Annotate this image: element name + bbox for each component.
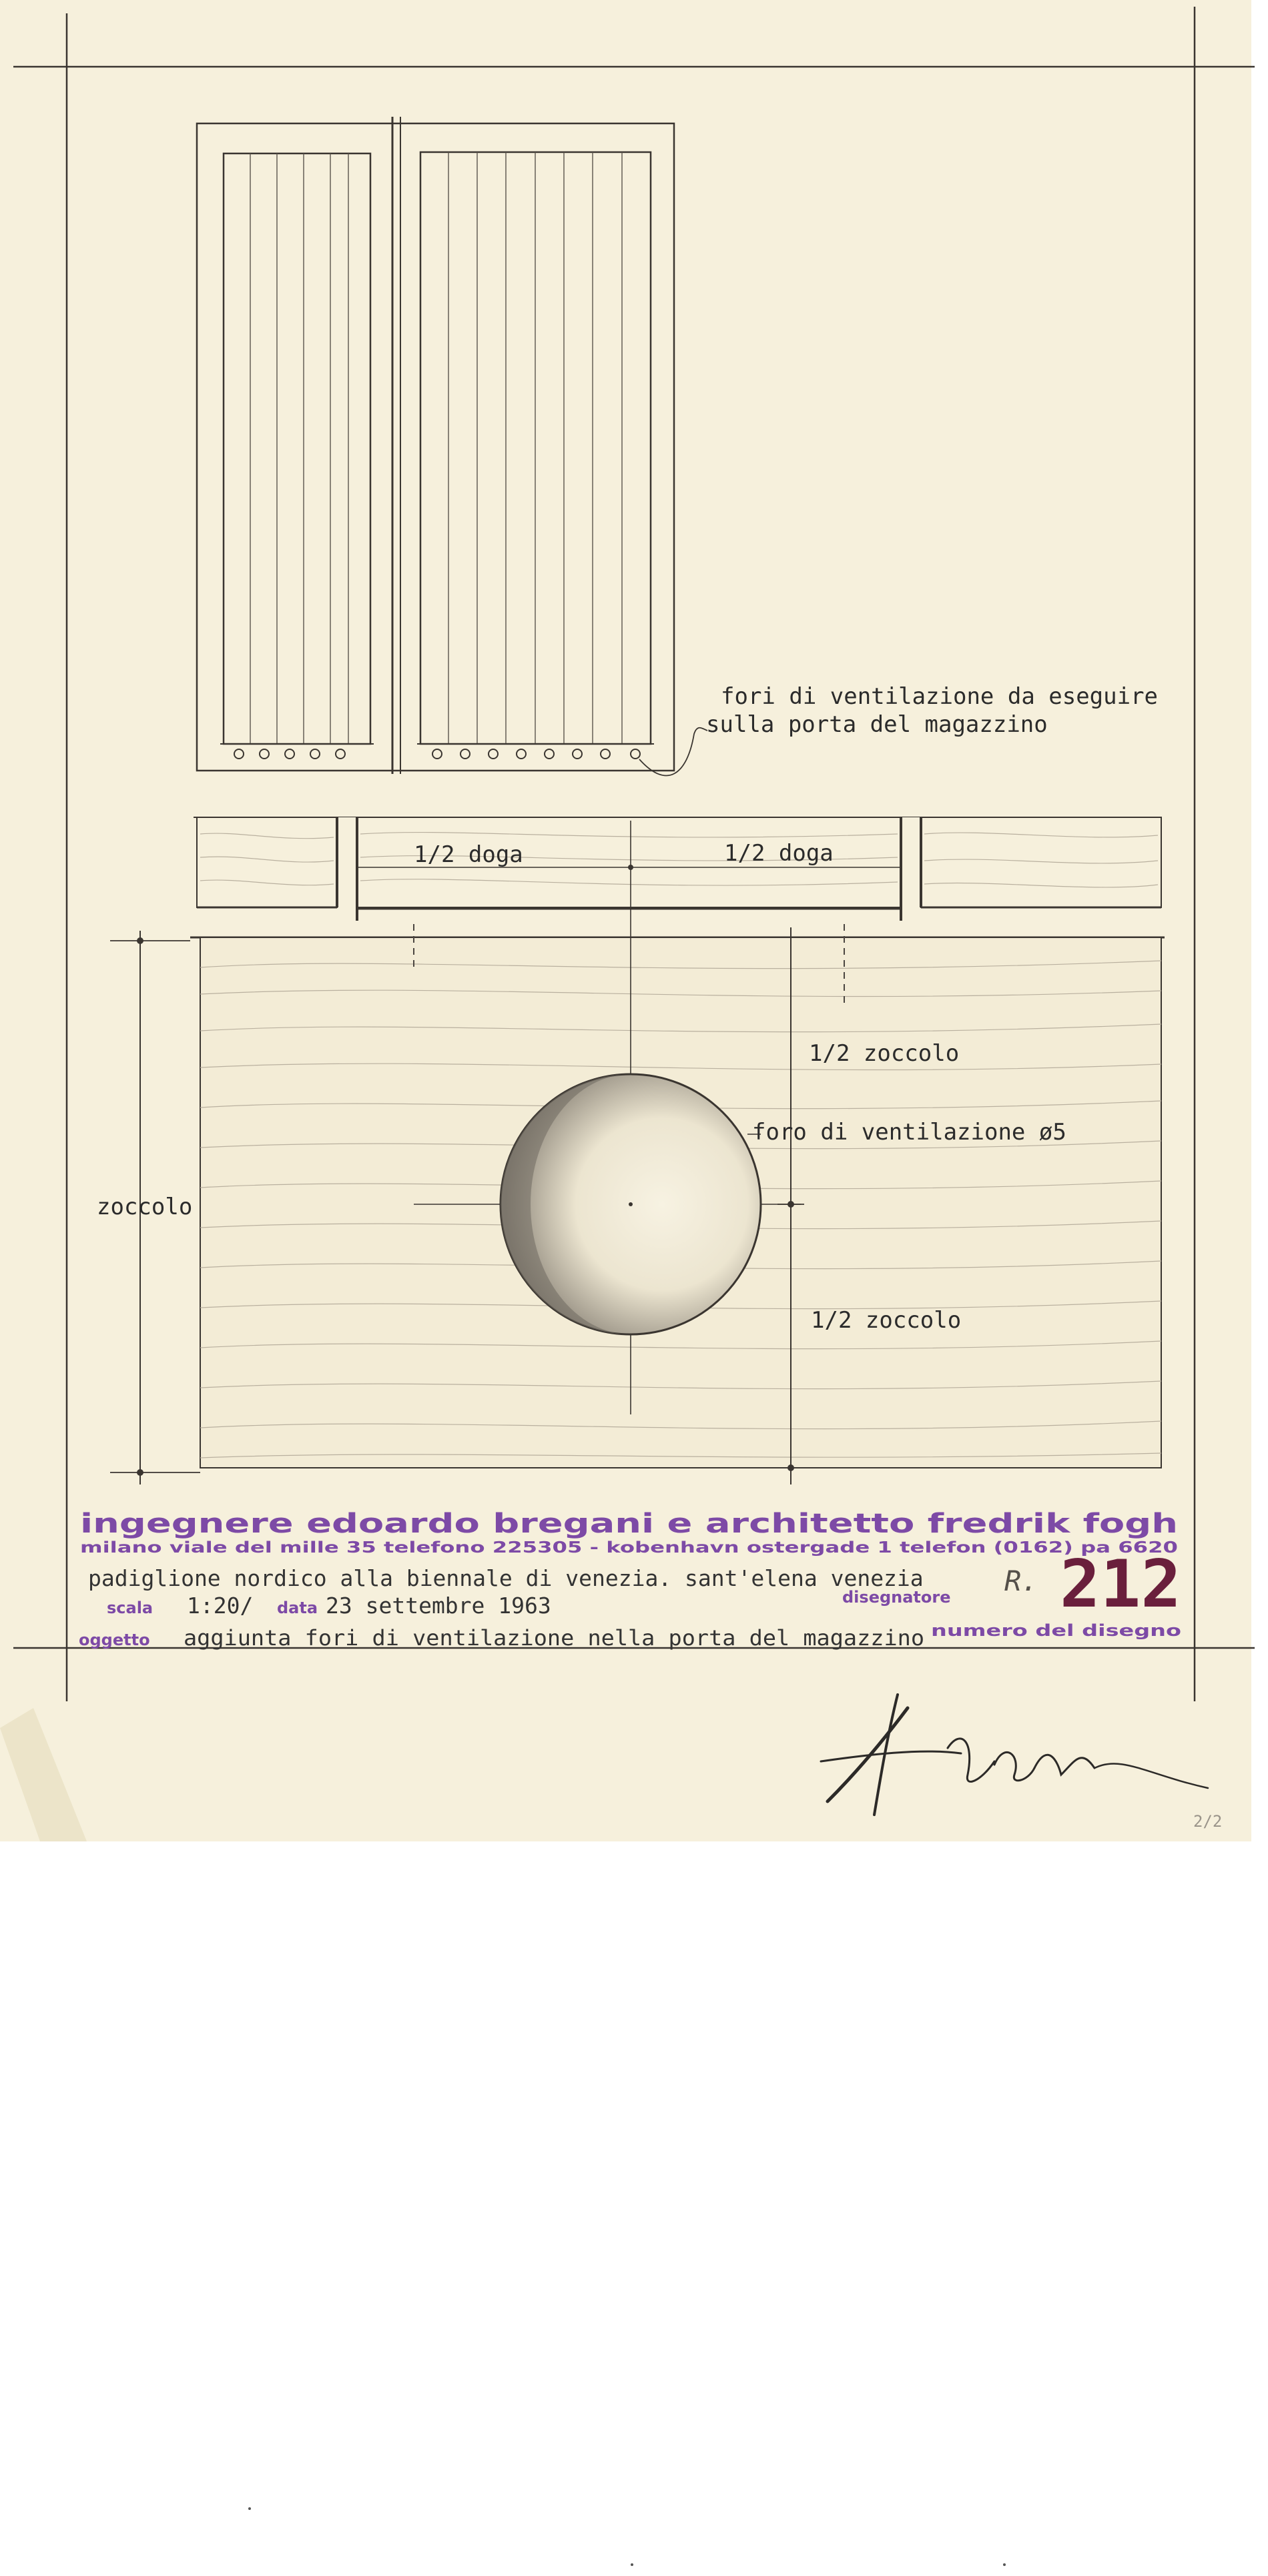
subject-value: aggiunta fori di ventilazione nella porta del magazzino [184,1625,924,1651]
scale-value: 1:20/ [187,1593,254,1619]
half-board-right-label: 1/2 doga [724,840,834,867]
drawing-number: 212 [1060,1547,1181,1623]
scale-label: scala [107,1599,153,1617]
corner-mark: 2/2 [1193,1812,1223,1831]
firm-address: milano viale del mille 35 telefono 225305 - kobenhavn ostergade 1 telefon (0162) pa 6620 [80,1539,1178,1557]
title-block [79,1509,1181,1651]
date-value: 23 settembre 1963 [326,1593,551,1619]
half-plinth-top-label: 1/2 zoccolo [809,1040,960,1067]
plinth-elevation [190,914,1165,1468]
half-plinth-bottom-label: 1/2 zoccolo [811,1307,962,1334]
draftsman-label: disegnatore [842,1588,951,1607]
subject-label: oggetto [79,1631,150,1649]
half-board-left-label: 1/2 doga [414,841,523,868]
vent-hole-label: foro di ventilazione ø5 [752,1119,1066,1146]
firm-name: ingegnere edoardo bregani e architetto fredrik fogh [80,1509,1178,1539]
date-label: data [277,1599,318,1617]
ventilation-note-line1: fori di ventilazione da eseguire [721,683,1159,710]
draftsman-initials: R. [1004,1565,1038,1597]
drawing-number-label: numero del disegno [931,1621,1181,1640]
plinth-label: zoccolo [97,1194,193,1220]
project-title: padiglione nordico alla biennale di venezia. sant'elena venezia [88,1565,924,1591]
ventilation-note-line2: sulla porta del magazzino [706,711,1048,738]
